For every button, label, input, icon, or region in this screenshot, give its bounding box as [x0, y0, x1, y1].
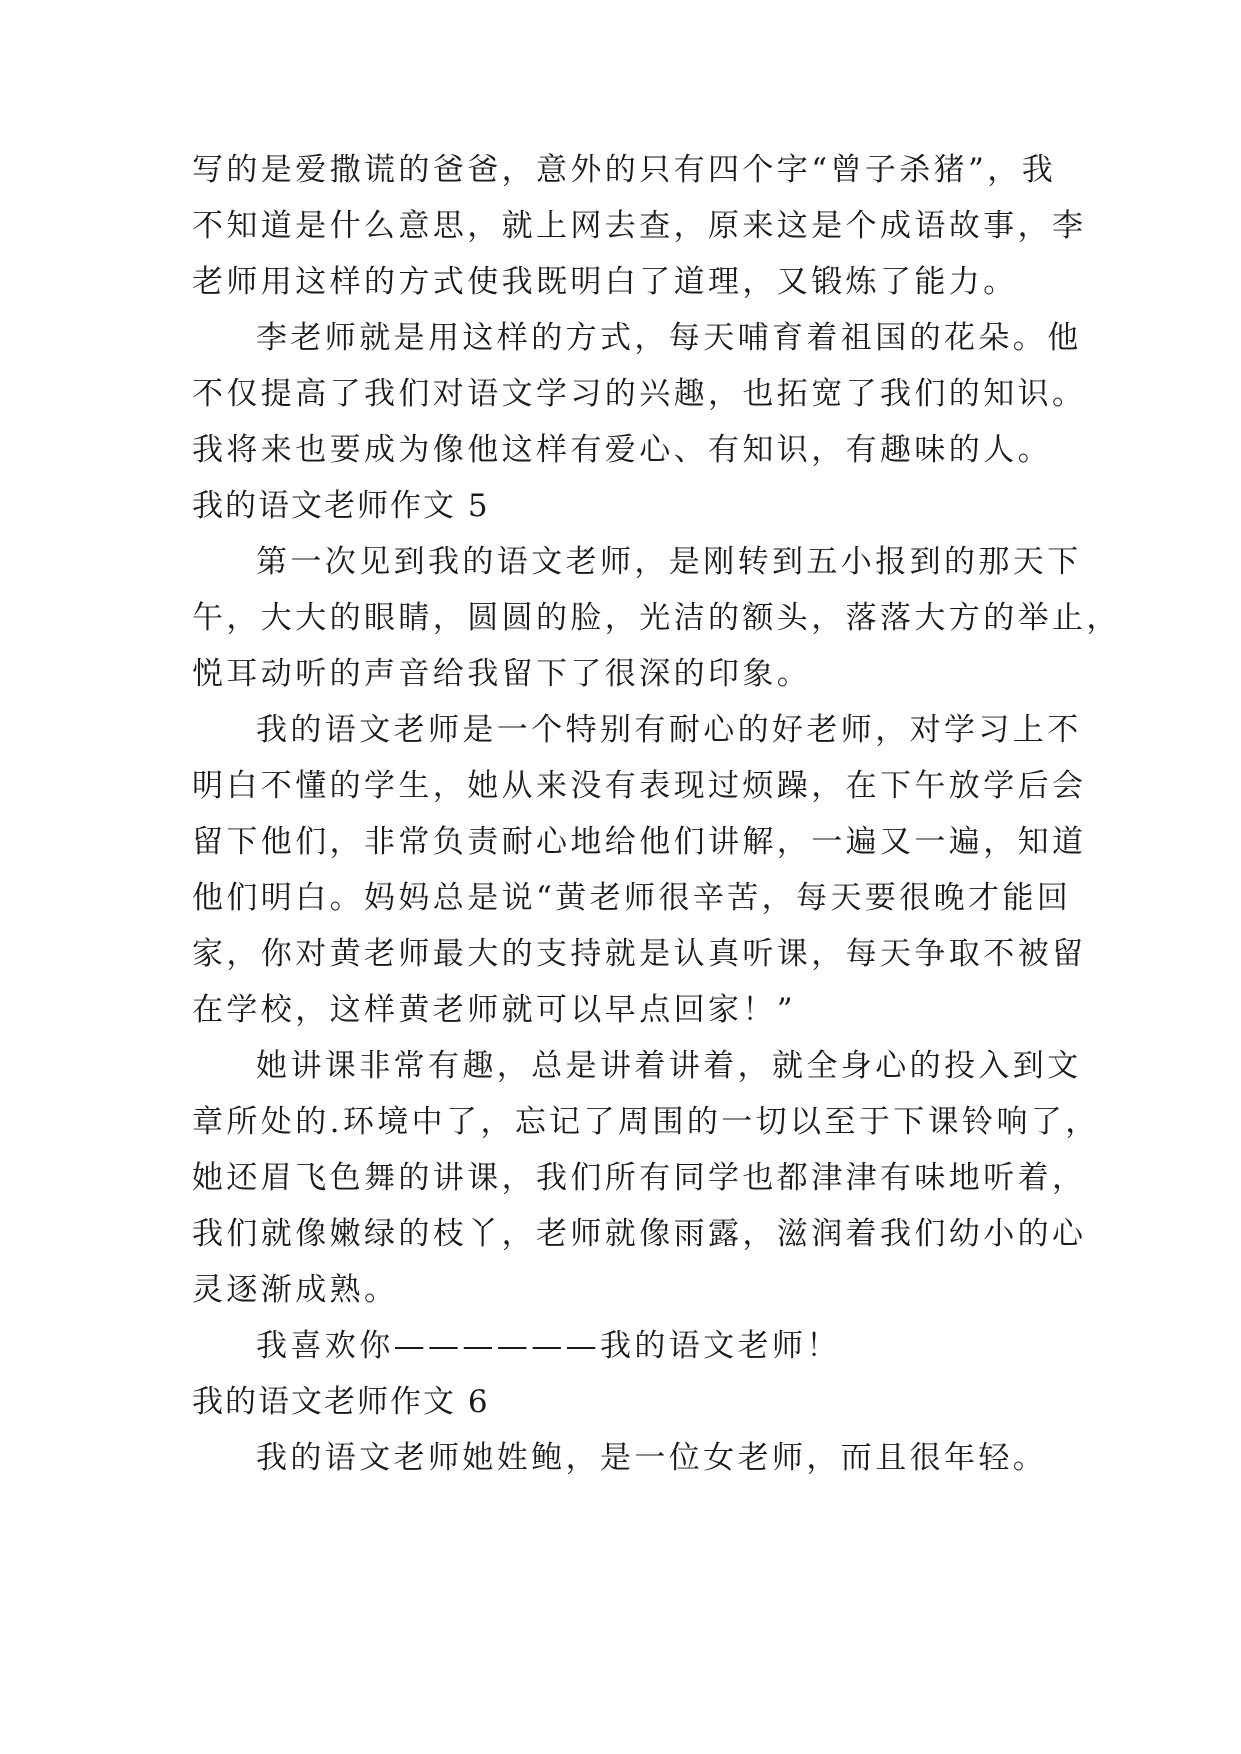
text-line: 在学校，这样黄老师就可以早点回家！”	[192, 992, 797, 1028]
section-heading: 我的语文老师作文 5	[192, 488, 490, 524]
paragraph-first-line: 我的语文老师她姓鲍，是一位女老师，而且很年轻。	[256, 1440, 1048, 1476]
text-line: 午，大大的眼睛，圆圆的脸，光洁的额头，落落大方的举止，	[192, 600, 1121, 636]
text-line: 他们明白。妈妈总是说“黄老师很辛苦，每天要很晚才能回	[192, 880, 1072, 916]
section-heading: 我的语文老师作文 6	[192, 1384, 490, 1420]
text-line: 写的是爱撒谎的爸爸，意外的只有四个字“曾子杀猪”，我	[192, 152, 1057, 188]
text-line: 不仅提高了我们对语文学习的兴趣，也拓宽了我们的知识。	[192, 376, 1087, 412]
paragraph-first-line: 我的语文老师是一个特别有耐心的好老师，对学习上不	[256, 712, 1082, 748]
text-line: 我们就像嫩绿的枝丫，老师就像雨露，滋润着我们幼小的心	[192, 1216, 1087, 1252]
text-line: 章所处的.环境中了，忘记了周围的一切以至于下课铃响了，	[192, 1104, 1100, 1140]
text-line: 灵逐渐成熟。	[192, 1272, 399, 1308]
text-line: 悦耳动听的声音给我留下了很深的印象。	[192, 656, 812, 692]
text-line: 不知道是什么意思，就上网去查，原来这是个成语故事，李	[192, 208, 1087, 244]
paragraph-first-line: 我喜欢你——————我的语文老师！	[256, 1328, 841, 1364]
text-line: 老师用这样的方式使我既明白了道理，又锻炼了能力。	[192, 264, 1018, 300]
text-line: 明白不懂的学生，她从来没有表现过烦躁，在下午放学后会	[192, 768, 1087, 804]
paragraph-first-line: 她讲课非常有趣，总是讲着讲着，就全身心的投入到文	[256, 1048, 1082, 1084]
paragraph-first-line: 李老师就是用这样的方式，每天哺育着祖国的花朵。他	[256, 320, 1082, 356]
text-line: 她还眉飞色舞的讲课，我们所有同学也都津津有味地听着，	[192, 1160, 1087, 1196]
text-line: 我将来也要成为像他这样有爱心、有知识，有趣味的人。	[192, 432, 1052, 468]
text-line: 留下他们，非常负责耐心地给他们讲解，一遍又一遍，知道	[192, 824, 1087, 860]
paragraph-first-line: 第一次见到我的语文老师，是刚转到五小报到的那天下	[256, 544, 1082, 580]
text-line: 家，你对黄老师最大的支持就是认真听课，每天争取不被留	[192, 936, 1087, 972]
